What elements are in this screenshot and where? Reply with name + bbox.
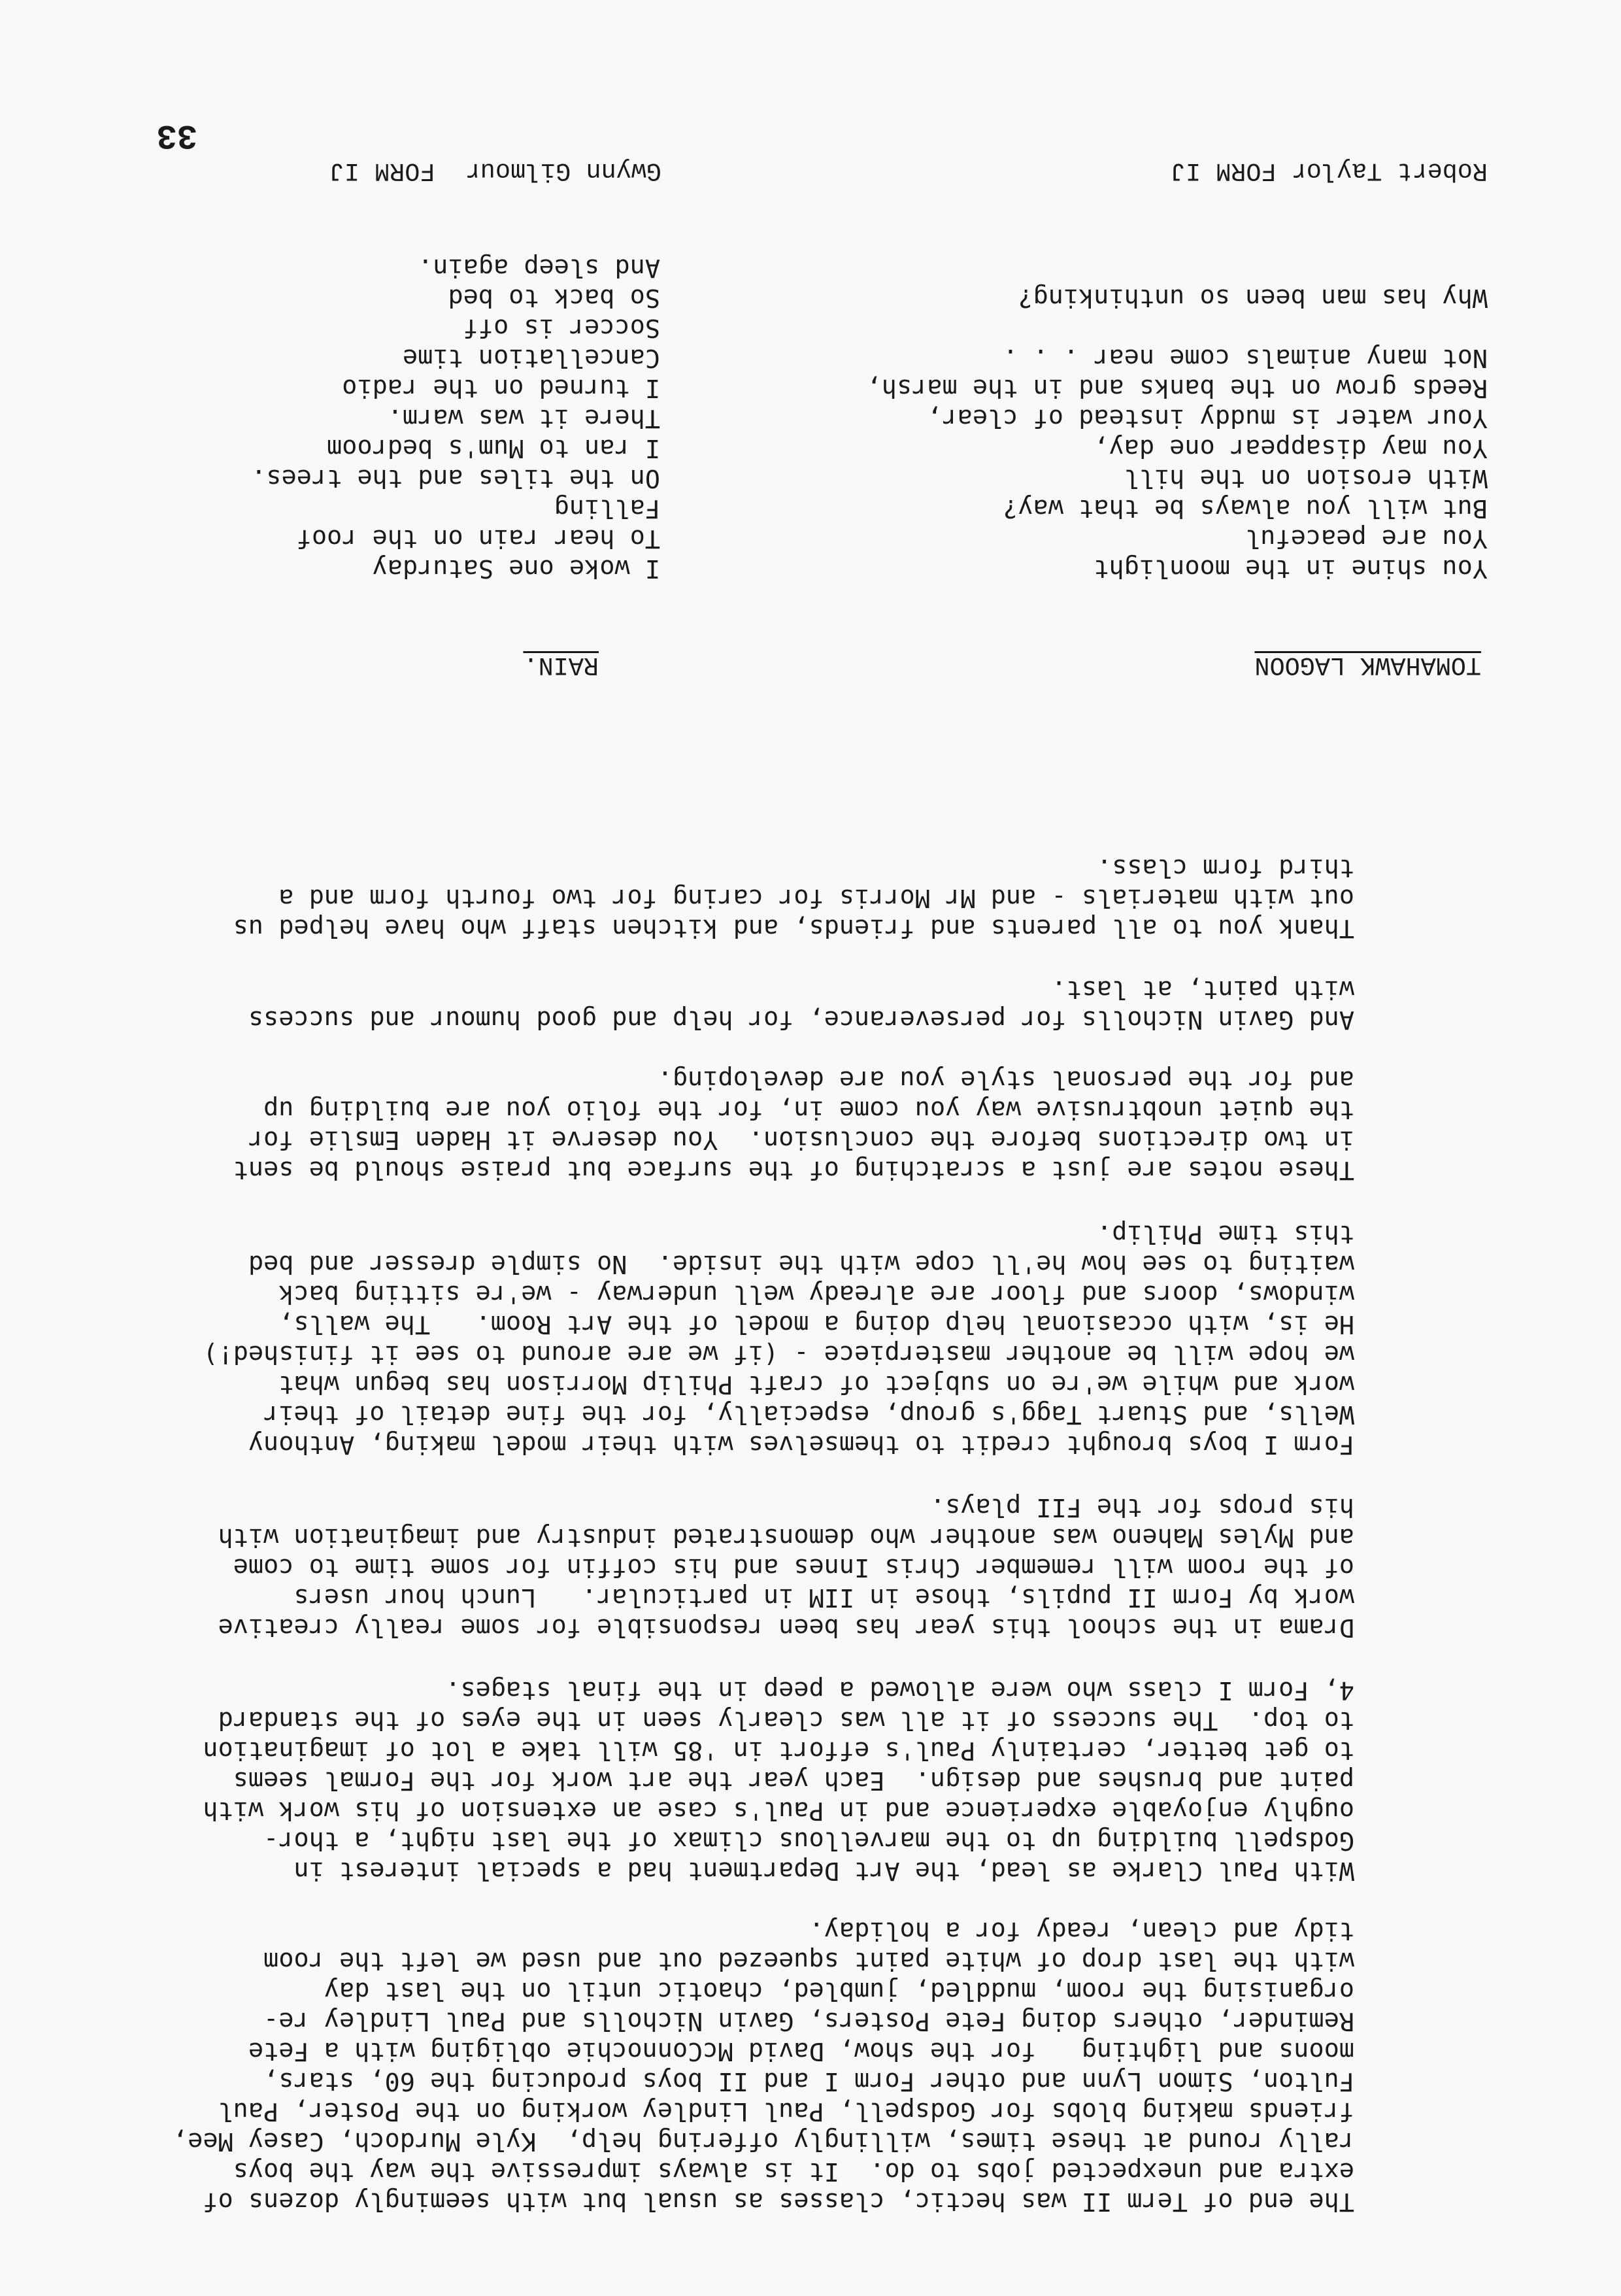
poem-rain-text: I woke one Saturday To hear rain on the roof Falling On the tiles and the trees. I ran to Mum's bedroom There it was warm. I turned on the radio Cancellation time Soccer is off So back to bed And sleep again. [251, 253, 660, 583]
paragraph-thanks: Thank you to all parents and friends, and kitchen staff who have helped us out with materials - and Mr Morris for caring for two fourth form and a third form class. [233, 853, 1354, 943]
poem-tomahawk-author: Robert Taylor FORM IJ [1170, 156, 1488, 185]
paragraph-drama: Drama in the school this year has been responsible for some really creative work by Form II pupils, those in IIM in particular. Lunch hour users of the room will remember Chris Innes and his coffin for some time to come and Myles Maheno was another who demonstrated industry and imagination with his props for the FII plays. [218, 1493, 1354, 1642]
paragraph-end-of-term: The end of Term II was hectic, classes as usual but with seemingly dozens of extra and unexpected jobs to do. It is always impressive the way the boys rally round at these times, willingly offering help, Kyle Murdoch, Casey Mee, friends making blobs for Godspell, Paul Lindley working on the Poster, Paul Fulton, Simon Lynn and other Form I and II boys producing the 60, stars, moons and lighting for the show, David McConnochie obliging with a Fete Reminder, others doing Fete Posters, Gavin Nicholls and Paul Lindley re- organising the room, muddled, jumbled, chaotic until on the last day with the last drop of white paint squeezed out and used we left the room tidy and clean, ready for a holiday. [173, 1916, 1354, 2216]
poem-tomahawk-text: You shine in the moonlight You are peaceful But will you always be that way? With erosion on the hill You may disappear one day, Your water is muddy instead of clear, Reeds grow on the banks and in the marsh, Not many animals come near . . . Why has man been so unthinking? [866, 283, 1488, 583]
paragraph-model-making: Form I boys brought credit to themselves with their model making, Anthony Wells, and Stuart Tagg's group, especially, for the fine detail of their work and while we're on subject of craft Philip Morrison has begun what we hope will be another masterpiece - (if we are around to see it finished!) He is, with occasional help doing a model of the Art Room. The walls, windows, doors and floor are already well underway - we're sitting back waiting to see how he'll cope with the inside. No simple dresser and bed this time Philip. [203, 1219, 1354, 1459]
page-number: 33 [156, 116, 197, 154]
paragraph-godspell: With Paul Clarke as lead, the Art Department had a special interest in Godspell building up to the marvellous climax of the last night, a thor- oughly enjoyable experience and in Paul's case an extension of his work with paint and brushes and design. Each year the art work for the Formal seems to get better, certainly Paul's effort in '85 will take a lot of imagination to top. The success of it all was clearly seen in the eyes of the standard 4, Form I class who were allowed a peep in the final stages. [203, 1676, 1354, 1885]
paragraph-praise: These notes are just a scratching of the surface but praise should be sent in two directions before the conclusion. You deserve it Haden Emslie for the quiet unobtrusive way you come in, for the folio you are building up and for the personal style you are developing. [233, 1065, 1354, 1185]
paragraph-gavin: And Gavin Nicholls for perseverance, for help and good humour and success with paint, at last. [248, 975, 1354, 1034]
poem-rain-title: RAIN. [523, 650, 599, 679]
poem-rain-author: Gwynn Gilmour FORM IJ [329, 156, 661, 185]
poem-tomahawk-title: TOMAHAWK LAGOON [1254, 650, 1481, 679]
